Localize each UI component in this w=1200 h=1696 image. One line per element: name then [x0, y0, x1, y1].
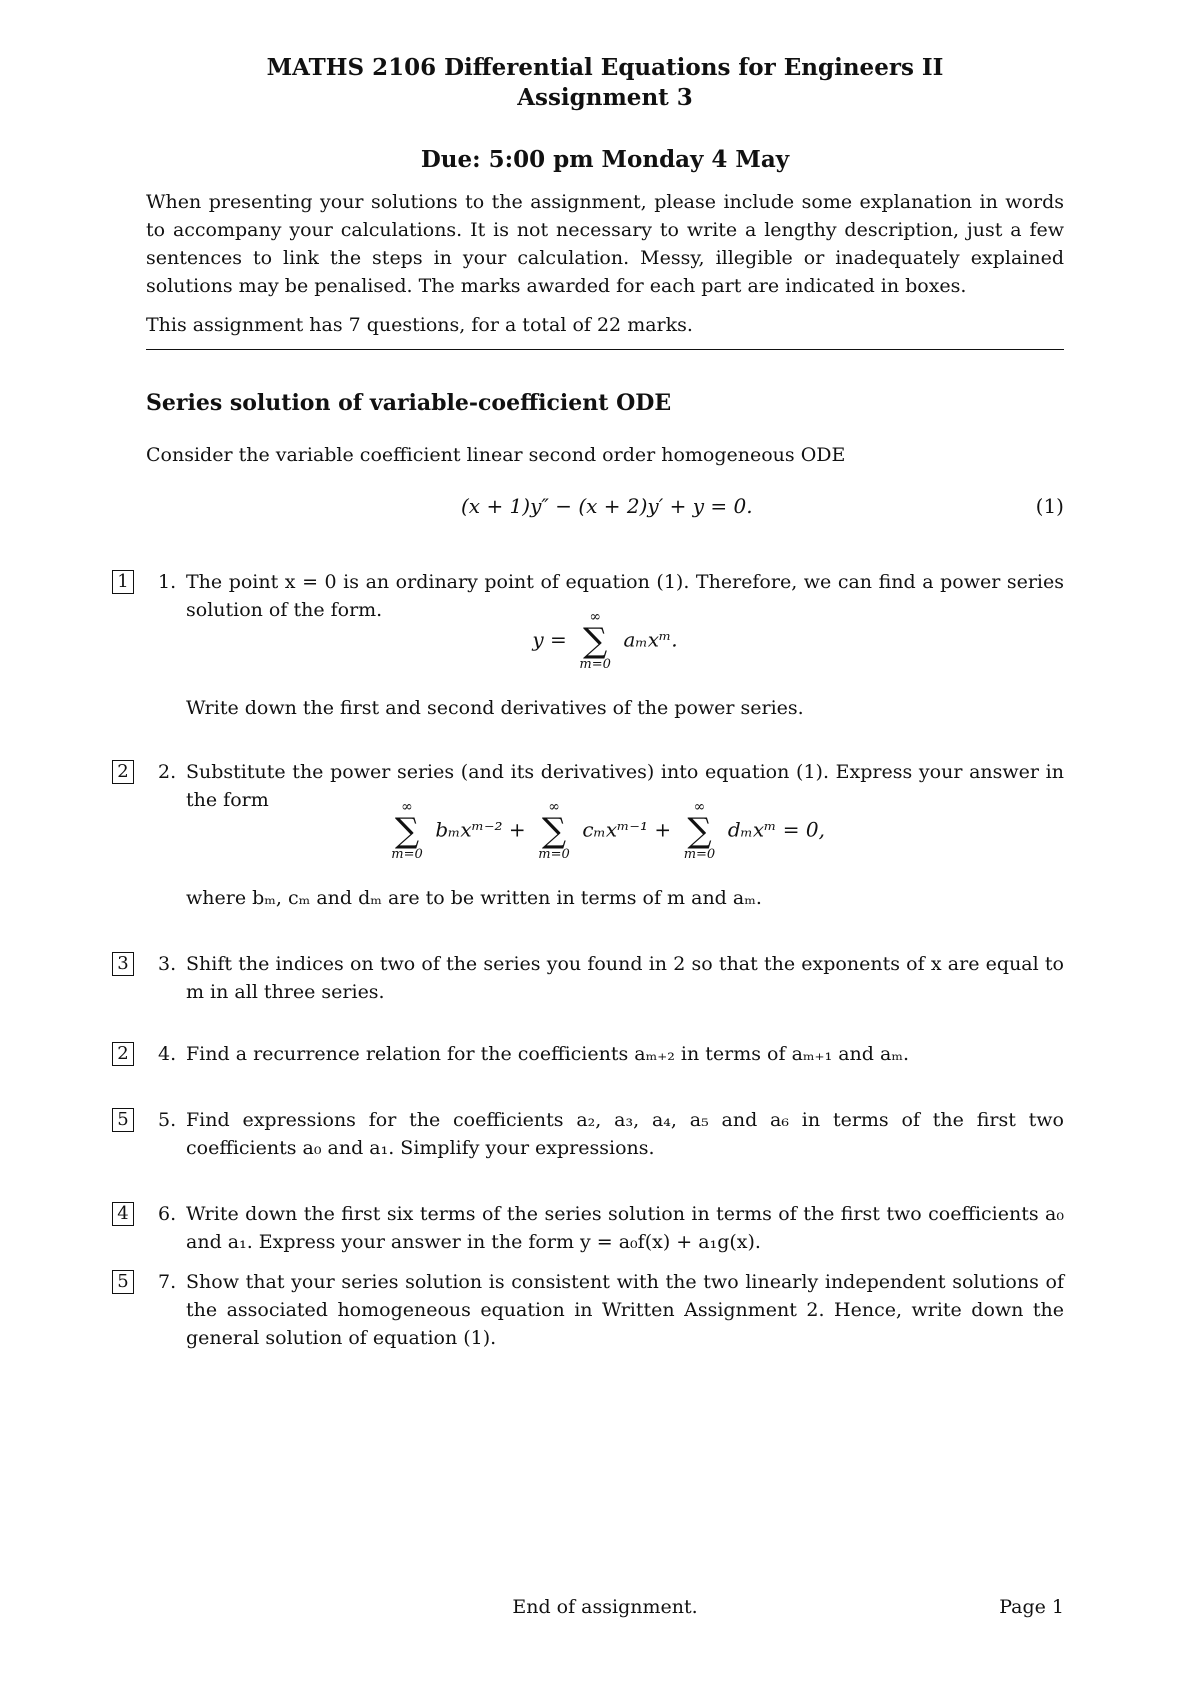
- question-number: 7.: [158, 1271, 177, 1293]
- formula-term-b: bₘxᵐ⁻² +: [435, 817, 526, 842]
- marks-box: 3: [112, 952, 134, 976]
- sum-symbol: [681, 800, 717, 862]
- formula-term-d: dₘxᵐ = 0,: [727, 817, 825, 842]
- question-text: Write down the first six terms of the series solution in terms of the first two coefficients a₀ and a₁. Express your answer in the form y = a₀f(x) + a₁g(x).: [186, 1203, 1064, 1253]
- formula-lhs: y =: [532, 627, 567, 652]
- question-2-followup: [146, 884, 1064, 912]
- question-number: 3.: [158, 953, 177, 975]
- question-number: 1.: [158, 571, 177, 593]
- equation-number: (1): [1035, 494, 1064, 518]
- sum-upper-limit: ∞: [401, 799, 413, 815]
- consider-text: Consider the variable coefficient linear second order homogeneous ODE: [146, 444, 846, 466]
- question-6: [117, 1200, 1064, 1256]
- assignment-subtitle: Assignment 3: [517, 84, 693, 111]
- sum-symbol: [536, 800, 572, 862]
- sigma-glyph: ∑: [583, 621, 608, 661]
- question-number: 2.: [158, 761, 177, 783]
- question-text: Show that your series solution is consistent with the two linearly independent solutions of the associated homogeneous equation in Written Assignment 2. Hence, write down the general solution of equation (1).: [186, 1271, 1064, 1349]
- question-followup-text: Write down the first and second derivatives of the power series.: [186, 697, 804, 719]
- intro-paragraph: When presenting your solutions to the assignment, please include some explanation in words to accompany your calculations. It is not necessary to write a lengthy description, just a few sentences to link the steps in your calculation. Messy, illegible or inadequately explained solutions may be penalised. The marks awarded for each part are indicated in boxes.: [146, 191, 1064, 297]
- marks-box: 5: [112, 1108, 134, 1132]
- sum-symbol: [577, 610, 613, 672]
- question-text: Substitute the power series (and its derivatives) into equation (1). Express your answer in the form: [186, 761, 1064, 811]
- footer-end-text: End of assignment.: [512, 1596, 698, 1618]
- sum-lower-limit: m=0: [579, 657, 611, 672]
- question-text: Find a recurrence relation for the coefficients aₘ₊₂ in terms of aₘ₊₁ and aₘ.: [186, 1043, 910, 1065]
- sigma-glyph: ∑: [394, 811, 420, 851]
- formula-term-c: cₘxᵐ⁻¹ +: [582, 817, 672, 842]
- sum-lower-limit: m=0: [391, 847, 423, 862]
- sum-lower-limit: m=0: [683, 847, 716, 862]
- question-3: [117, 950, 1064, 1006]
- sum-lower-limit: m=0: [538, 847, 570, 862]
- marks-box: 5: [112, 1270, 134, 1294]
- question-4: [117, 1040, 1064, 1068]
- question-followup-text: where bₘ, cₘ and dₘ are to be written in terms of m and aₘ.: [186, 887, 762, 909]
- section-heading: Series solution of variable-coefficient ODE: [146, 390, 672, 416]
- sum-upper-limit: ∞: [693, 799, 706, 815]
- question-text: Shift the indices on two of the series you found in 2 so that the exponents of x are equal to m in all three series.: [186, 953, 1064, 1003]
- question-5: [117, 1106, 1064, 1162]
- formula-term: aₘxᵐ.: [623, 627, 678, 652]
- marks-box: 4: [112, 1202, 134, 1226]
- page-title: MATHS 2106 Differential Equations for Engineers II: [266, 54, 944, 81]
- question-number: 4.: [158, 1043, 177, 1065]
- ode-equation-text: (x + 1)y″ − (x + 2)y′ + y = 0.: [461, 494, 753, 518]
- question-7: [117, 1268, 1064, 1352]
- totals-line: This assignment has 7 questions, for a total of 22 marks.: [146, 314, 693, 336]
- power-series-formula: [146, 610, 1064, 672]
- due-date: Due: 5:00 pm Monday 4 May: [420, 146, 790, 173]
- question-number: 5.: [158, 1109, 177, 1131]
- marks-box: 2: [112, 760, 134, 784]
- question-1-followup: [146, 694, 1064, 722]
- document-page: [117, 0, 1064, 1696]
- sigma-glyph: ∑: [687, 811, 712, 851]
- question-number: 6.: [158, 1203, 177, 1225]
- horizontal-rule: [146, 349, 1064, 350]
- sum-upper-limit: ∞: [548, 799, 560, 815]
- sigma-glyph: ∑: [541, 811, 567, 851]
- marks-box: 1: [112, 570, 134, 594]
- question-text: The point x = 0 is an ordinary point of equation (1). Therefore, we can find a power series solution of the form.: [186, 571, 1064, 621]
- three-series-formula: [146, 800, 1064, 862]
- question-text: Find expressions for the coefficients a₂, a₃, a₄, a₅ and a₆ in terms of the first two coefficients a₀ and a₁. Simplify your expressions.: [186, 1109, 1064, 1159]
- page-number: Page 1: [999, 1596, 1064, 1618]
- marks-box: 2: [112, 1042, 134, 1066]
- sum-upper-limit: ∞: [589, 609, 601, 625]
- sum-symbol: [389, 800, 425, 862]
